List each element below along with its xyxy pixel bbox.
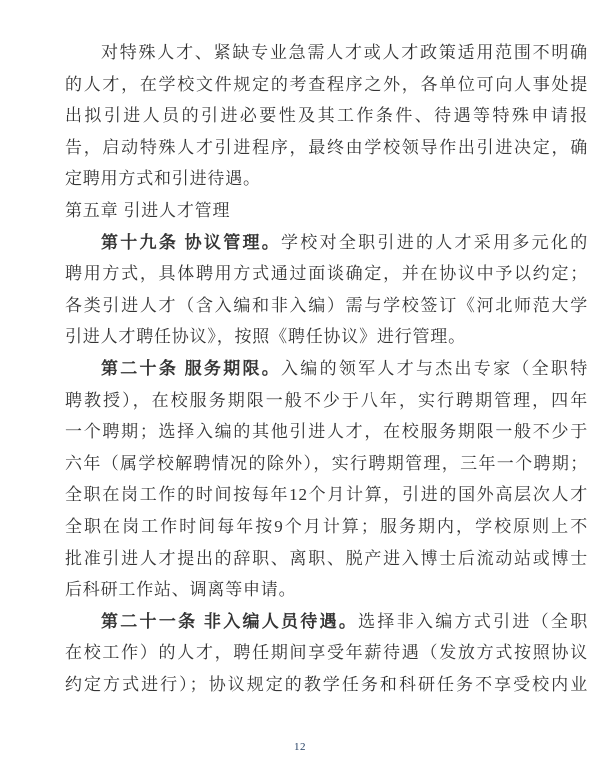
text-run: 约定方式进行）；协议规定的教学任务和科研任务不享受校内业 <box>65 674 588 694</box>
text-line <box>65 163 588 195</box>
paragraph-article-20-service-period <box>65 353 588 606</box>
text-line <box>65 100 588 132</box>
text-run: 全职在岗工作时间每年按9个月计算；服务期内，学校原则上不 <box>65 516 588 536</box>
text-line <box>65 511 588 543</box>
text-line <box>65 37 588 69</box>
text-line <box>65 416 588 448</box>
page-number: 12 <box>294 741 306 753</box>
paragraph-special-talent-procedure <box>65 37 588 195</box>
text-run: 在校工作）的人才，聘任期间享受年薪待遇（发放方式按照协议 <box>65 643 588 663</box>
text-run: 对特殊人才、紧缺专业急需人才或人才政策适用范围不明确 <box>101 43 588 62</box>
text-line <box>65 321 588 353</box>
text-run: 选择非入编方式引进（全职 <box>358 611 588 631</box>
text-run: 各类引进人才（含入编和非入编）需与学校签订《河北师范大学 <box>65 295 588 315</box>
chapter-heading <box>65 195 588 227</box>
text-block <box>65 37 588 700</box>
text-run: 六年（属学校解聘情况的除外），实行聘期管理，三年一个聘期； <box>65 453 588 473</box>
text-line <box>65 543 588 575</box>
text-run: 的人才，在学校文件规定的考查程序之外，各单位可向人事处提 <box>65 74 588 94</box>
text-line <box>65 669 588 701</box>
text-line <box>65 290 588 322</box>
text-run: 定聘用方式和引进待遇。 <box>65 169 261 189</box>
text-run: 第五章 引进人才管理 <box>65 200 231 220</box>
text-run: 全职在岗工作的时间按每年12个月计算，引进的国外高层次人才 <box>65 485 588 505</box>
text-line <box>65 574 588 606</box>
text-line <box>65 385 588 417</box>
paragraph-article-19-agreement-management <box>65 227 588 353</box>
text-line <box>65 353 588 385</box>
text-line <box>65 637 588 669</box>
article-title-run: 第二十条 服务期限。 <box>101 358 282 378</box>
text-run: 聘用方式，具体聘用方式通过面谈确定，并在协议中予以约定； <box>65 264 588 284</box>
text-run: 入编的领军人才与杰出专家（全职特 <box>281 358 588 378</box>
text-line <box>65 448 588 480</box>
text-line <box>65 132 588 164</box>
text-line <box>65 69 588 101</box>
text-run: 聘教授），在校服务期限一般不少于八年，实行聘期管理，四年 <box>65 390 588 410</box>
article-title-run: 第十九条 协议管理。 <box>101 232 282 252</box>
text-run: 后科研工作站、调离等申请。 <box>65 580 297 600</box>
text-run: 告，启动特殊人才引进程序，最终由学校领导作出引进决定，确 <box>65 137 588 157</box>
text-run: 批准引进人才提出的辞职、离职、脱产进入博士后流动站或博士 <box>65 548 588 568</box>
text-line <box>65 258 588 290</box>
text-run: 学校对全职引进的人才采用多元化的 <box>281 232 588 252</box>
text-run: 出拟引进人员的引进必要性及其工作条件、待遇等特殊申请报 <box>65 106 588 126</box>
text-run: 引进人才聘任协议》，按照《聘任协议》进行管理。 <box>65 327 466 347</box>
text-line <box>65 479 588 511</box>
text-line <box>65 195 588 227</box>
text-line <box>65 227 588 259</box>
text-line <box>65 606 588 638</box>
article-title-run: 第二十一条 非入编人员待遇。 <box>101 611 359 631</box>
text-run: 一个聘期；选择入编的其他引进人才，在校服务期限一般不少于 <box>65 422 588 442</box>
paragraph-article-21-non-staff-benefits <box>65 606 588 701</box>
